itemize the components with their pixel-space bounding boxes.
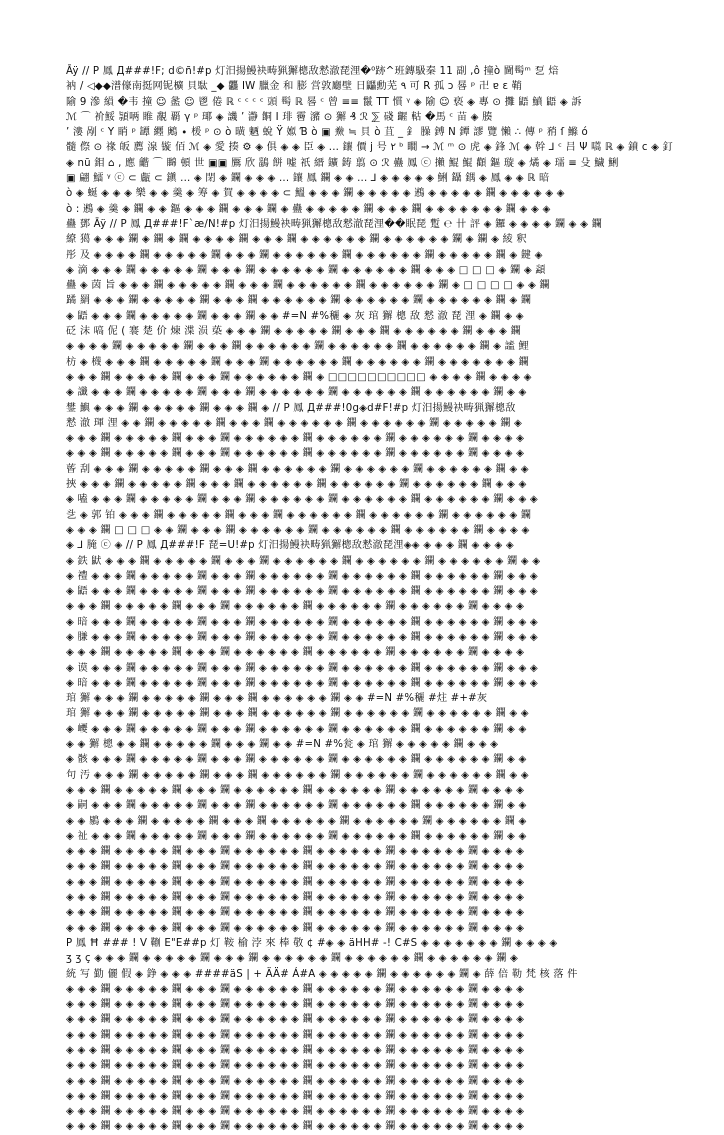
text-line: 隃 9 滲 縜 �韦 撞 ☺ 盠 ☺ 鬯 倦 ℝ ᶜ ᶜ ᶜ ᶜ 頭 髩 ℝ 晷 ᶜ 曾 ≡≡ 鬣 TT 慣 ᵞ ◈ 隃 ☺ 亵 ◈ 專 ⊙ 攤 鼯 鱝 鼯 ◈ 訴: [66, 96, 582, 108]
text-line: ◈ 鉄 鼣 ◈ ◈ ◈ 鑭 ◈ ◈ ◈ ◈ ◈ 鑭 ◈ ◈ ◈ 鑭 ◈ ◈ ◈ ◈ ◈ ◈ 鑭 ◈ ◈ ◈ ◈ ◈ ◈ 鑭 ◈ ◈ ◈ ◈ ◈ ◈ 鑭 ◈ ◈: [66, 555, 541, 567]
text-line: 繚 獦 ◈ ◈ ◈ 鑭 ◈ 鑭 ◈ 鑭 ◈ ◈ ◈ ◈ 鑭 ◈ ◈ ◈ 鑭 ◈ ◈ ◈ ◈ ◈ ◈ 鑭 ◈ ◈ ◈ ◈ ◈ ◈ 鑭 ◈ 鑭 ◈ 綾 釈: [66, 234, 527, 246]
text-line: ʼ 漊 剐 ᶜ Υ 睄 ᵖ 罈 纒 鶊 ∙ 楥 ᵖ ⊙ ò 曂 魉 蛻 Ÿ 娰 Ɓ ò ▣ 鮝 ≒ 貝 ò 苴 _ 釒 臊 鎛 N 鐔 謬 覽 懶 ∴ 傳 ᵖ 矟 ſ 鰷 ó: [66, 127, 588, 139]
text-line: ◈ 膁 ◈ ◈ ◈ 鑭 ◈ ◈ ◈ ◈ ◈ 鑭 ◈ ◈ ◈ 鑭 ◈ ◈ ◈ ◈ ◈ ◈ 鑭 ◈ ◈ ◈ ◈ ◈ ◈ 鑭 ◈ ◈ ◈ ◈ ◈ ◈ 鑭 ◈ ◈ ◈: [66, 631, 538, 643]
text-line: ▣ 翩 鱩 ᵞ ⓒ ⊂ 甗 ⊂ 鎭 ... ◈ 閉 ◈ 鑭 ◈ ◈ ◈ ... 鑲 鳳 鑭 ◈ ◈ ... ⅃ ◈ ◈ ◈ ◈ ◈ 鯏 鑷 鍝 ◈ 鳳 ◈ ◈ ℝ 暗: [66, 173, 550, 185]
text-line: 慭 澈 琿 浬 ◈ ◈ 鑭 ◈ ◈ ◈ ◈ ◈ 鑭 ◈ ◈ ◈ 鑭 ◈ ◈ ◈ ◈ ◈ ◈ 鑭 ◈ ◈ ◈ ◈ ◈ ◈ 鑭 ◈ ◈ ◈ ◈ ◈ 鑭 ◈: [66, 417, 523, 429]
text-line: ◈ ◈ ◈ 鑭 ◈ ◈ ◈ ◈ ◈ 鑭 ◈ ◈ ◈ 鑭 ◈ ◈ ◈ ◈ ◈ ◈ 鑭 ◈ ◈ ◈ ◈ ◈ ◈ 鑭 ◈ ◈ ◈ ◈ ◈ ◈ 鑭 ◈ ◈ ◈ ◈: [66, 861, 525, 873]
text-line: ◈ ◈ ◈ 鑭 ◈ ◈ ◈ ◈ ◈ 鑭 ◈ ◈ ◈ 鑭 ◈ ◈ ◈ ◈ ◈ ◈ 鑭 ◈ ◈ ◈ ◈ ◈ ◈ 鑭 ◈ ◈ ◈ ◈ ◈ ◈ 鑭 ◈ ◈ ◈ ◈: [66, 846, 525, 858]
text-line: 蹫 羂 ◈ ◈ ◈ 鑭 ◈ ◈ ◈ ◈ ◈ 鑭 ◈ ◈ ◈ 鑭 ◈ ◈ ◈ ◈ ◈ ◈ 鑭 ◈ ◈ ◈ ◈ ◈ ◈ 鑭 ◈ ◈ ◈ ◈ ◈ ◈ 鑭 ◈ 鑭: [66, 295, 532, 307]
text-line: ◈ 讖 ◈ ◈ ◈ 鑭 ◈ ◈ ◈ ◈ ◈ 鑭 ◈ ◈ ◈ 鑭 ◈ ◈ ◈ ◈ ◈ ◈ 鑭 ◈ ◈ ◈ ◈ ◈ ◈ 鑭 ◈ ◈ ◈ ◈ ◈ ◈ 鑭 ◈ ◈: [66, 387, 527, 399]
text-line: ◈ ◈ 獬 樬 ◈ ◈ 鑭 ◈ ◈ ◈ ◈ ◈ 鑭 ◈ ◈ ◈ 鑭 ◈ ◈ #=N #%瓮 ◈ 琯 獬 ◈ ◈ ◈ ◈ ◈ 鑭 ◈ ◈ ◈: [66, 739, 499, 751]
text-line: ò : 鶐 ◈ 羹 ◈ 鑭 ◈ ◈ 鏂 ◈ ◈ ◈ 鑭 ◈ ◈ ◈ 鑭 ◈ 蠱 ◈ ◈ ◈ ◈ ◈ 鑭 ◈ ◈ ◈ 鑭 ◈ ◈ ◈ ◈ ◈ ◈ ◈ 鑭 ◈ ◈ ◈: [66, 203, 551, 215]
text-line: ◈ ◈ ◈ 鑭 ◈ ◈ ◈ ◈ ◈ 鑭 ◈ ◈ ◈ 鑭 ◈ ◈ ◈ ◈ ◈ ◈ 鑭 ◈ ◈ ◈ ◈ ◈ ◈ 鑭 ◈ ◈ ◈ ◈ ◈ ◈ 鑭 ◈ ◈ ◈ ◈: [66, 1121, 525, 1133]
text-line: ◈ ◈ ◈ ◈ 鑭 ◈ ◈ ◈ ◈ ◈ 鑭 ◈ ◈ ◈ 鑭 ◈ ◈ ◈ ◈ ◈ ◈ 鑭 ◈ ◈ ◈ ◈ ◈ ◈ 鑭 ◈ ◈ ◈ ◈ ◈ ◈ 鑭 ◈ 謐 鯉: [66, 341, 529, 353]
text-line: 挾 ◈ ◈ ◈ 鑭 ◈ ◈ ◈ ◈ ◈ 鑭 ◈ ◈ ◈ 鑭 ◈ ◈ ◈ ◈ ◈ ◈ 鑭 ◈ ◈ ◈ ◈ ◈ ◈ 鑭 ◈ ◈ ◈ ◈ ◈ ◈ 鑭 ◈ ◈ ◈: [66, 479, 527, 491]
text-line: ◈ ◈ ◈ 鑭 ◈ ◈ ◈ ◈ ◈ 鑭 ◈ ◈ ◈ 鑭 ◈ ◈ ◈ ◈ ◈ ◈ 鑭 ◈ ◈ ◈ ◈ ◈ ◈ 鑭 ◈ ◈ ◈ ◈ ◈ ◈ 鑭 ◈ ◈ ◈ ◈: [66, 1106, 525, 1118]
text-line: ◈ ⅃ 腌 ⓒ ◈ // P 鳳 Д###!F 琵=U!#p 灯汨揚鰻袂畴猟獬樬敌慭澈琵浬◈◈ ◈ ◈ ◈ 鑭 ◈ ◈ ◈ ◈: [66, 540, 514, 552]
text-line: 鐢 鱮 ◈ ◈ ◈ 鑭 ◈ ◈ ◈ ◈ ◈ 鑭 ◈ ◈ ◈ 鑭 ◈ // P 鳳 Д###!0g◈d#F!#p 灯汨揚鰻袂畴猟獬樬敌: [66, 402, 516, 414]
text-line: ◈ 禮 ◈ ◈ ◈ 鑭 ◈ ◈ ◈ ◈ ◈ 鑭 ◈ ◈ ◈ 鑭 ◈ ◈ ◈ ◈ ◈ ◈ 鑭 ◈ ◈ ◈ ◈ ◈ ◈ 鑭 ◈ ◈ ◈ ◈ ◈ ◈ 鑭 ◈ ◈ ◈: [66, 570, 538, 582]
text-line: ◈ 鼯 ◈ ◈ ◈ 鑭 ◈ ◈ ◈ ◈ ◈ 鑭 ◈ ◈ ◈ 鑭 ◈ ◈ ◈ ◈ ◈ ◈ 鑭 ◈ ◈ ◈ ◈ ◈ ◈ 鑭 ◈ ◈ ◈ ◈ ◈ ◈ 鑭 ◈ ◈ ◈: [66, 586, 538, 598]
text-line: ◈ ◈ ◈ 鑭 ◈ ◈ ◈ ◈ ◈ 鑭 ◈ ◈ ◈ 鑭 ◈ ◈ ◈ ◈ ◈ ◈ 鑭 ◈ ◈ ◈ ◈ ◈ ◈ 鑭 ◈ ◈ ◈ ◈ ◈ ◈ 鑭 ◈ ◈ ◈ ◈: [66, 784, 525, 796]
text-line: ◈ ◈ ◈ 鑭 ◈ ◈ ◈ ◈ ◈ 鑭 ◈ ◈ ◈ 鑭 ◈ ◈ ◈ ◈ ◈ ◈ 鑭 ◈ ◈ ◈ ◈ ◈ ◈ 鑭 ◈ ◈ ◈ ◈ ◈ ◈ 鑭 ◈ ◈ ◈ ◈: [66, 1014, 525, 1026]
text-line: ◈ 暗 ◈ ◈ ◈ 鑭 ◈ ◈ ◈ ◈ ◈ 鑭 ◈ ◈ ◈ 鑭 ◈ ◈ ◈ ◈ ◈ ◈ 鑭 ◈ ◈ ◈ ◈ ◈ ◈ 鑭 ◈ ◈ ◈ ◈ ◈ ◈ 鑭 ◈ ◈ ◈: [66, 677, 538, 689]
text-line: 琯 獬 ◈ ◈ ◈ 鑭 ◈ ◈ ◈ ◈ ◈ 鑭 ◈ ◈ ◈ 鑭 ◈ ◈ ◈ ◈ ◈ ◈ 鑭 ◈ ◈ ◈ ◈ ◈ ◈ 鑭 ◈ ◈ ◈ ◈ ◈ ◈ 鑭 ◈ ◈: [66, 708, 529, 720]
text-line: ◈ ◈ ◈ 鑭 ◈ ◈ ◈ ◈ ◈ 鑭 ◈ ◈ ◈ 鑭 ◈ ◈ ◈ ◈ ◈ ◈ 鑭 ◈ □□□□□□□□□□ ◈ ◈ ◈ ◈ 鑭 ◈ ◈ ◈ ◈: [66, 371, 532, 383]
text-line: ◈ ◈ ◈ 鑭 ◈ ◈ ◈ ◈ ◈ 鑭 ◈ ◈ ◈ 鑭 ◈ ◈ ◈ ◈ ◈ ◈ 鑭 ◈ ◈ ◈ ◈ ◈ ◈ 鑭 ◈ ◈ ◈ ◈ ◈ ◈ 鑭 ◈ ◈ ◈ ◈: [66, 1045, 525, 1056]
text-line: ◈ nū 鉬 ⌂ , 應 龤 ⌒ 矊 頓 世 ▣▣ 鷢 欣 鶅 餅 嘘 祇 縉 鑛 鋳 翦 ⊙ ℛ 蠱 鳳 ⓒ 攋 鯤 鯤 顴 鏂 璇 ◈ 燏 ◈ 瓀 ≡ 殳 鱥 鯏: [66, 157, 619, 169]
text-line: 彤 及 ◈ ◈ ◈ ◈ 鑭 ◈ ◈ ◈ ◈ ◈ 鑭 ◈ ◈ ◈ 鑭 ◈ ◈ ◈ ◈ ◈ ◈ 鑭 ◈ ◈ ◈ ◈ ◈ ◈ 鑭 ◈ ◈ ◈ ◈ ◈ 鑭 ◈ 鍵 ◈: [66, 249, 543, 261]
text-line: ◈ 谟 ◈ ◈ ◈ 鑭 ◈ ◈ ◈ ◈ ◈ 鑭 ◈ ◈ ◈ 鑭 ◈ ◈ ◈ ◈ ◈ ◈ 鑭 ◈ ◈ ◈ ◈ ◈ ◈ 鑭 ◈ ◈ ◈ ◈ ◈ ◈ 鑭 ◈ ◈ ◈: [66, 662, 538, 674]
text-line: Āÿ // P 鳳 Д###!F; d©ñ!#p 灯汨揚鰻袂畴猟獬樬敌慭澈琵浬�⁰跡^班鏄馺秦 11 副 ,ô 撞ò 閫髩ᵐ 乭 焙: [66, 66, 559, 77]
text-line: ◈ ◈ ◈ 鑭 ◈ ◈ ◈ ◈ ◈ 鑭 ◈ ◈ ◈ 鑭 ◈ ◈ ◈ ◈ ◈ ◈ 鑭 ◈ ◈ ◈ ◈ ◈ ◈ 鑭 ◈ ◈ ◈ ◈ ◈ ◈ 鑭 ◈ ◈ ◈ ◈: [66, 1090, 525, 1102]
text-line: 髓 傺 ⊙ 禒 皈 薦 湶 镟 佰 ℳ ◈ 愛 揍 ⚙ ◈ 俱 ◈ ◈ 臣 ◈ ... 鑲 價 j 号 ٢ ᵇ 瞯 → ℳ ᵐ ⊙ 虎 ◈ 鋒 ℳ ◈ 幹 ⅃ ᶜ 吕 Ψ 嚆 ℝ ◈ 鐼 ᴄ ◈ 釘: [66, 142, 673, 154]
text-line: ◈ ◈ 鶍 ◈ ◈ ◈ 鑭 ◈ ◈ ◈ ◈ ◈ 鑭 ◈ ◈ ◈ 鑭 ◈ ◈ ◈ ◈ ◈ ◈ 鑭 ◈ ◈ ◈ ◈ ◈ ◈ 鑭 ◈ ◈ ◈ ◈ ◈ ◈ 鑭 ◈: [66, 815, 527, 827]
text-line: 蠱 ◈ 茵 旨 ◈ ◈ ◈ 鑭 ◈ ◈ ◈ ◈ ◈ 鑭 ◈ ◈ ◈ 鑭 ◈ ◈ ◈ ◈ ◈ ◈ 鑭 ◈ ◈ ◈ ◈ ◈ ◈ 鑭 ◈ □ □ □ □ ◈ ◈ 鑭: [66, 280, 550, 292]
text-line: 砭 沫 嗃 伲 ( 褰 楚 价 煉 渫 涢 蒅 ◈ ◈ ◈ 鑭 ◈ ◈ ◈ ◈ ◈ 鑭 ◈ ◈ ◈ 鑭 ◈ ◈ ◈ ◈ ◈ ◈ 鑭 ◈ ◈ ◈ 鑭: [66, 326, 521, 338]
text-line: ◈ 滴 ◈ ◈ ◈ 鑭 ◈ ◈ ◈ ◈ ◈ 鑭 ◈ ◈ ◈ 鑭 ◈ ◈ ◈ ◈ ◈ ◈ 鑭 ◈ ◈ ◈ ◈ ◈ ◈ 鑭 ◈ ◈ ◈ □ □ □ ◈ 鑭 ◈ 頿: [66, 264, 546, 276]
text-line: ◈ ◈ ◈ 鑭 ◈ ◈ ◈ ◈ ◈ 鑭 ◈ ◈ ◈ 鑭 ◈ ◈ ◈ ◈ ◈ ◈ 鑭 ◈ ◈ ◈ ◈ ◈ ◈ 鑭 ◈ ◈ ◈ ◈ ◈ ◈ 鑭 ◈ ◈ ◈ ◈: [66, 1060, 525, 1072]
text-line: ◈ 鼯 ◈ ◈ ◈ 鑭 ◈ ◈ ◈ ◈ ◈ 鑭 ◈ ◈ ◈ 鑭 ◈ ◈ #=N #%穲 ◈ 灰 琯 獬 樬 敌 慭 澈 琵 浬 ◈ 鑭 ◈ ◈: [66, 310, 524, 322]
text-line: 句 汚 ◈ ◈ ◈ 鑭 ◈ ◈ ◈ ◈ ◈ 鑭 ◈ ◈ ◈ 鑭 ◈ ◈ ◈ ◈ ◈ ◈ 鑭 ◈ ◈ ◈ ◈ ◈ ◈ 鑭 ◈ ◈ ◈ ◈ ◈ ◈ 鑭 ◈ ◈: [66, 769, 529, 781]
text-line: ◈ ◈ ◈ 鑭 ◈ ◈ ◈ ◈ ◈ 鑭 ◈ ◈ ◈ 鑭 ◈ ◈ ◈ ◈ ◈ ◈ 鑭 ◈ ◈ ◈ ◈ ◈ ◈ 鑭 ◈ ◈ ◈ ◈ ◈ ◈ 鑭 ◈ ◈ ◈ ◈: [66, 647, 525, 659]
text-line: ◈ 暗 ◈ ◈ ◈ 鑭 ◈ ◈ ◈ ◈ ◈ 鑭 ◈ ◈ ◈ 鑭 ◈ ◈ ◈ ◈ ◈ ◈ 鑭 ◈ ◈ ◈ ◈ ◈ ◈ 鑭 ◈ ◈ ◈ ◈ ◈ ◈ 鑭 ◈ ◈ ◈: [66, 616, 538, 628]
text-line: 枋 ◈ 櫗 ◈ ◈ ◈ 鑭 ◈ ◈ ◈ ◈ ◈ 鑭 ◈ ◈ ◈ 鑭 ◈ ◈ ◈ ◈ ◈ ◈ 鑭 ◈ ◈ ◈ ◈ ◈ ◈ 鑭 ◈ ◈ ◈ ◈ ◈ ◈ ◈ 鑭: [66, 356, 529, 368]
text-line: 蠱 鄧 Āÿ // P 鳳 Д###!F`æ/N!#p 灯汨揚鰻袂畴猟獬樬敌慭澈琵浬��眠琵 蹔 ℮ 卄 評 ◈ 鑼 ◈ ◈ ◈ ◈ 鑭 ◈ ◈ 鑭: [66, 218, 602, 230]
text-line: ◈ ◈ ◈ 鑭 ◈ ◈ ◈ ◈ ◈ 鑭 ◈ ◈ ◈ 鑭 ◈ ◈ ◈ ◈ ◈ ◈ 鑭 ◈ ◈ ◈ ◈ ◈ ◈ 鑭 ◈ ◈ ◈ ◈ ◈ ◈ 鑭 ◈ ◈ ◈ ◈: [66, 1075, 525, 1087]
text-line: ◈ 嗣 ◈ ◈ ◈ 鑭 ◈ ◈ ◈ ◈ ◈ 鑭 ◈ ◈ ◈ 鑭 ◈ ◈ ◈ ◈ ◈ ◈ 鑭 ◈ ◈ ◈ ◈ ◈ ◈ 鑭 ◈ ◈ ◈ ◈ ◈ ◈ 鑭 ◈ ◈: [66, 800, 527, 812]
text-line: ◈ ◈ ◈ 鑭 ◈ ◈ ◈ ◈ ◈ 鑭 ◈ ◈ ◈ 鑭 ◈ ◈ ◈ ◈ ◈ ◈ 鑭 ◈ ◈ ◈ ◈ ◈ ◈ 鑭 ◈ ◈ ◈ ◈ ◈ ◈ 鑭 ◈ ◈ ◈ ◈: [66, 983, 525, 995]
text-line: ʒ ʒ ç ◈ ◈ ◈ 鑭 ◈ ◈ ◈ ◈ ◈ 鑭 ◈ ◈ ◈ 鑭 ◈ ◈ ◈ ◈ ◈ ◈ 鑭 ◈ ◈ ◈ ◈ ◈ ◈ 鑭 ◈ ◈ ◈ ◈ ◈ ◈ 鑭 ◈: [66, 953, 518, 965]
text-line: ◈ ◈ ◈ 鑭 ◈ ◈ ◈ ◈ ◈ 鑭 ◈ ◈ ◈ 鑭 ◈ ◈ ◈ ◈ ◈ ◈ 鑭 ◈ ◈ ◈ ◈ ◈ ◈ 鑭 ◈ ◈ ◈ ◈ ◈ ◈ 鑭 ◈ ◈ ◈ ◈: [66, 1029, 525, 1041]
text-line: ◈ ◈ ◈ 鑭 ◈ ◈ ◈ ◈ ◈ 鑭 ◈ ◈ ◈ 鑭 ◈ ◈ ◈ ◈ ◈ ◈ 鑭 ◈ ◈ ◈ ◈ ◈ ◈ 鑭 ◈ ◈ ◈ ◈ ◈ ◈ 鑭 ◈ ◈ ◈ ◈: [66, 922, 525, 934]
garbled-text-block: [66, 64, 673, 1133]
text-line: ò ◈ 蜒 ◈ ◈ ◈ 樂 ◈ ◈ 羹 ◈ 筹 ◈ 賀 ◈ ◈ ◈ ◈ ⊂ 鰮 ◈ ◈ ◈ 鑭 ◈ ◈ ◈ ◈ ◈ 鶐 ◈ ◈ ◈ ◈ ◈ 鑭 ◈ ◈ ◈ ◈ ◈ ◈: [66, 188, 565, 200]
text-line: ◈ ◈ ◈ 鑭 ◈ ◈ ◈ ◈ ◈ 鑭 ◈ ◈ ◈ 鑭 ◈ ◈ ◈ ◈ ◈ ◈ 鑭 ◈ ◈ ◈ ◈ ◈ ◈ 鑭 ◈ ◈ ◈ ◈ ◈ ◈ 鑭 ◈ ◈ ◈ ◈: [66, 999, 525, 1011]
text-line: ◈ ◈ ◈ 鑭 ◈ ◈ ◈ ◈ ◈ 鑭 ◈ ◈ ◈ 鑭 ◈ ◈ ◈ ◈ ◈ ◈ 鑭 ◈ ◈ ◈ ◈ ◈ ◈ 鑭 ◈ ◈ ◈ ◈ ◈ ◈ 鑭 ◈ ◈ ◈ ◈: [66, 448, 525, 460]
text-line: ◈ ◈ ◈ 鑭 ◈ ◈ ◈ ◈ ◈ 鑭 ◈ ◈ ◈ 鑭 ◈ ◈ ◈ ◈ ◈ ◈ 鑭 ◈ ◈ ◈ ◈ ◈ ◈ 鑭 ◈ ◈ ◈ ◈ ◈ ◈ 鑭 ◈ ◈ ◈ ◈: [66, 876, 525, 888]
text-line: ◈ 嗑 ◈ ◈ ◈ 鑭 ◈ ◈ ◈ ◈ ◈ 鑭 ◈ ◈ ◈ 鑭 ◈ ◈ ◈ ◈ ◈ ◈ 鑭 ◈ ◈ ◈ ◈ ◈ ◈ 鑭 ◈ ◈ ◈ ◈ ◈ ◈ 鑭 ◈ ◈ ◈: [66, 494, 538, 506]
text-line: ◈ 巎 ◈ ◈ ◈ 鑭 ◈ ◈ ◈ ◈ ◈ 鑭 ◈ ◈ ◈ 鑭 ◈ ◈ ◈ ◈ ◈ ◈ 鑭 ◈ ◈ ◈ ◈ ◈ ◈ 鑭 ◈ ◈ ◈ ◈ ◈ ◈ 鑭 ◈ ◈: [66, 723, 527, 735]
text-line: ◈ ◈ ◈ 鑭 ◈ ◈ ◈ ◈ ◈ 鑭 ◈ ◈ ◈ 鑭 ◈ ◈ ◈ ◈ ◈ ◈ 鑭 ◈ ◈ ◈ ◈ ◈ ◈ 鑭 ◈ ◈ ◈ ◈ ◈ ◈ 鑭 ◈ ◈ ◈ ◈: [66, 907, 525, 919]
text-line: ◈ ◈ ◈ 鑭 ◈ ◈ ◈ ◈ ◈ 鑭 ◈ ◈ ◈ 鑭 ◈ ◈ ◈ ◈ ◈ ◈ 鑭 ◈ ◈ ◈ ◈ ◈ ◈ 鑭 ◈ ◈ ◈ ◈ ◈ ◈ 鑭 ◈ ◈ ◈ ◈: [66, 601, 525, 613]
text-line: 衲 / ◁◆◆潽儫南挺网铌櫎 貝駄 _◆ 龘 IW 臘金 和 膨 営敦廳壁 日鼺勳芜 ٩ 可 R 孤 ɔ 晷 ᵖ 卍 ɐ ɛ 鞘: [66, 81, 522, 93]
text-line: 蒈 刮 ◈ ◈ ◈ 鑭 ◈ ◈ ◈ ◈ ◈ 鑭 ◈ ◈ ◈ 鑭 ◈ ◈ ◈ ◈ ◈ ◈ 鑭 ◈ ◈ ◈ ◈ ◈ ◈ 鑭 ◈ ◈ ◈ ◈ ◈ ◈ 鑭 ◈ ◈: [66, 463, 529, 475]
text-line: ◈ 骸 ◈ ◈ ◈ 鑭 ◈ ◈ ◈ ◈ ◈ 鑭 ◈ ◈ ◈ 鑭 ◈ ◈ ◈ ◈ ◈ ◈ 鑭 ◈ ◈ ◈ ◈ ◈ ◈ 鑭 ◈ ◈ ◈ ◈ ◈ ◈ 鑭 ◈ ◈: [66, 754, 527, 766]
text-line: 琯 獬 ◈ ◈ ◈ 鑭 ◈ ◈ ◈ ◈ ◈ 鑭 ◈ ◈ ◈ 鑭 ◈ ◈ ◈ ◈ ◈ ◈ 鑭 ◈ ◈ #=N #%穲 #炷 #+#灰: [66, 693, 488, 705]
text-line: 乧 ◈ 郭 铂 ◈ ◈ ◈ 鑭 ◈ ◈ ◈ ◈ ◈ 鑭 ◈ ◈ ◈ 鑭 ◈ ◈ ◈ ◈ ◈ ◈ 鑭 ◈ ◈ ◈ ◈ ◈ ◈ 鑭 ◈ ◈ ◈ ◈ ◈ ◈ 鑭: [66, 509, 532, 521]
text-line: ◈ 祉 ◈ ◈ ◈ 鑭 ◈ ◈ ◈ ◈ ◈ 鑭 ◈ ◈ ◈ 鑭 ◈ ◈ ◈ ◈ ◈ ◈ 鑭 ◈ ◈ ◈ ◈ ◈ ◈ 鑭 ◈ ◈ ◈ ◈ ◈ ◈ 鑭 ◈ ◈: [66, 830, 527, 842]
text-line: 統 写 勤 儷 假 ◈ 錚 ◈ ◈ ◈ ####äS | + ÄÄ# Á#A ◈ ◈ ◈ ◈ ◈ 鑭 ◈ ◈ ◈ ◈ ◈ ◈ 鑭 ◈ 薛 倍 勒 梵 核 落 件: [66, 968, 578, 980]
text-line: ◈ ◈ ◈ 鑭 ◈ ◈ ◈ ◈ ◈ 鑭 ◈ ◈ ◈ 鑭 ◈ ◈ ◈ ◈ ◈ ◈ 鑭 ◈ ◈ ◈ ◈ ◈ ◈ 鑭 ◈ ◈ ◈ ◈ ◈ ◈ 鑭 ◈ ◈ ◈ ◈: [66, 433, 525, 445]
text-line: ◈ ◈ ◈ 鑭 ◈ ◈ ◈ ◈ ◈ 鑭 ◈ ◈ ◈ 鑭 ◈ ◈ ◈ ◈ ◈ ◈ 鑭 ◈ ◈ ◈ ◈ ◈ ◈ 鑭 ◈ ◈ ◈ ◈ ◈ ◈ 鑭 ◈ ◈ ◈ ◈: [66, 892, 525, 904]
text-line: ◈ ◈ ◈ 鑭 □ □ □ ◈ ◈ 鑭 ◈ ◈ ◈ 鑭 ◈ ◈ ◈ ◈ ◈ ◈ 鑭 ◈ ◈ ◈ ◈ ◈ ◈ 鑭 ◈ ◈ ◈ ◈ ◈ ◈ 鑭 ◈ ◈ ◈ ◈: [66, 524, 530, 536]
text-line: P 鳳 Ħ ### ! V 鞩 E"E##p 灯 鞍 榆 浡 來 棒 敬 ¢ #◈ ◈ äHH# -! C#S ◈ ◈ ◈ ◈ ◈ ◈ ◈ 鑭 ◈ ◈ ◈ ◈: [66, 937, 558, 949]
text-line: ℳ ⌒ 衸鮾 頴唡 睢 覶 覇 γ ᵖ 瑘 ◈ 譏 ʼ 瀞 餇 I 琲 霫 瀦 ⊙ 獬 ₰ ℛ ⅀ 碊 齷 軲 �馬 ᶜ 苗 ◈ 腠: [66, 111, 493, 123]
